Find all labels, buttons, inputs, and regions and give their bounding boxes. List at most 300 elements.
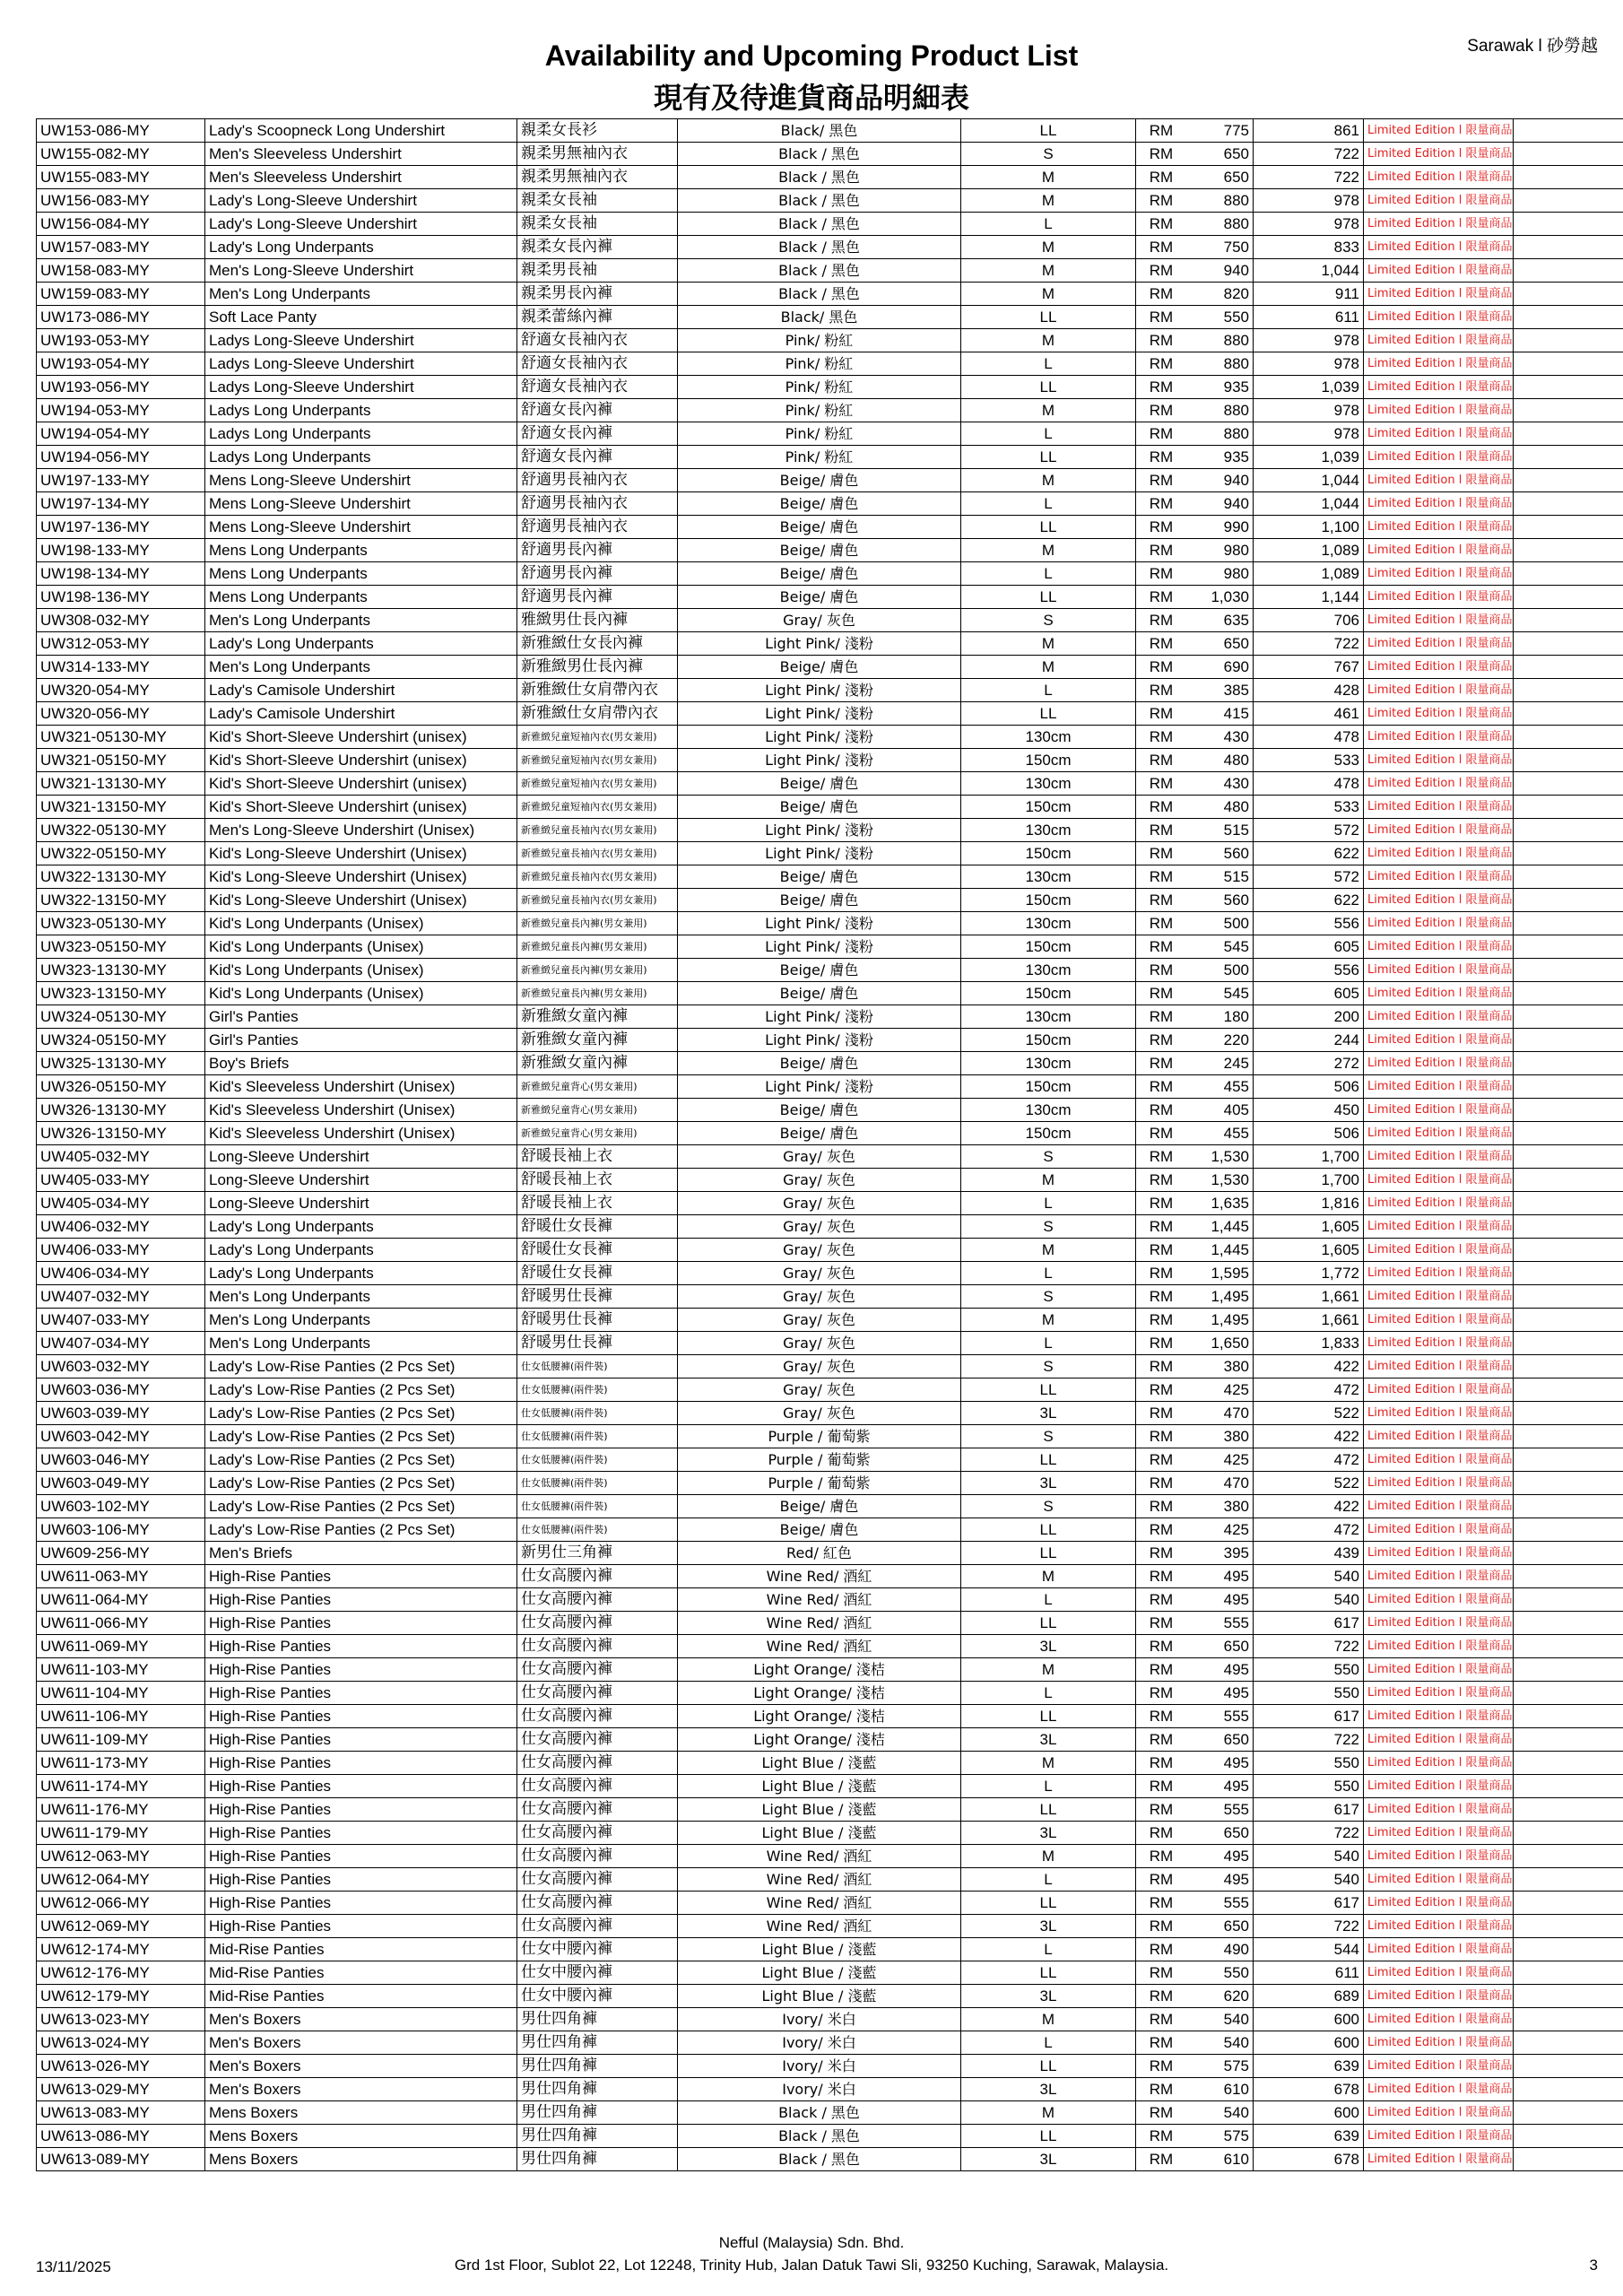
member-price: 880	[1186, 189, 1254, 213]
product-name-zh: 新雅緻兒童短袖內衣(男女兼用)	[517, 726, 678, 749]
product-size: LL	[961, 1542, 1136, 1565]
product-code: UW324-05150-MY	[37, 1029, 205, 1052]
product-code: UW407-034-MY	[37, 1332, 205, 1355]
table-row	[37, 609, 1623, 632]
table-row	[37, 492, 1623, 516]
product-color: Beige/ 膚色	[678, 1495, 961, 1518]
region-label: Sarawak l 砂勞越	[1467, 37, 1598, 56]
product-name-en: Men's Boxers	[205, 2055, 517, 2078]
product-code: UW611-109-MY	[37, 1728, 205, 1752]
table-row	[37, 1682, 1623, 1705]
currency: RM	[1136, 1285, 1187, 1309]
product-color: Gray/ 灰色	[678, 1285, 961, 1309]
empty-cell	[1514, 1355, 1623, 1378]
currency: RM	[1136, 772, 1187, 796]
product-code: UW613-024-MY	[37, 2031, 205, 2055]
currency: RM	[1136, 982, 1187, 1005]
member-price: 1,495	[1186, 1309, 1254, 1332]
member-price: 775	[1186, 119, 1254, 143]
product-color: Gray/ 灰色	[678, 1378, 961, 1402]
product-name-zh: 雅緻男仕長內褲	[517, 609, 678, 632]
member-price: 495	[1186, 1845, 1254, 1868]
currency: RM	[1136, 819, 1187, 842]
empty-cell	[1514, 1122, 1623, 1145]
status-label: Limited Edition l 限量商品	[1364, 259, 1514, 283]
table-row	[37, 2078, 1623, 2101]
product-name-zh: 仕女高腰內褲	[517, 1892, 678, 1915]
product-name-en: Long-Sleeve Undershirt	[205, 1169, 517, 1192]
status-label: Limited Edition l 限量商品	[1364, 446, 1514, 469]
product-size: 150cm	[961, 749, 1136, 772]
status-label: Limited Edition l 限量商品	[1364, 1215, 1514, 1239]
product-code: UW612-174-MY	[37, 1938, 205, 1961]
empty-cell	[1514, 1495, 1623, 1518]
table-row	[37, 1495, 1623, 1518]
status-label: Limited Edition l 限量商品	[1364, 539, 1514, 562]
product-name-en: Men's Briefs	[205, 1542, 517, 1565]
empty-cell	[1514, 1961, 1623, 1985]
product-code: UW611-174-MY	[37, 1775, 205, 1798]
retail-price: 611	[1254, 306, 1364, 329]
status-label: Limited Edition l 限量商品	[1364, 1822, 1514, 1845]
retail-price: 978	[1254, 399, 1364, 422]
table-row	[37, 749, 1623, 772]
product-code: UW323-05150-MY	[37, 935, 205, 959]
product-color: Black / 黑色	[678, 143, 961, 166]
empty-cell	[1514, 1332, 1623, 1355]
product-code: UW323-13150-MY	[37, 982, 205, 1005]
product-color: Ivory/ 米白	[678, 2055, 961, 2078]
table-row	[37, 1775, 1623, 1798]
product-code: UW405-032-MY	[37, 1145, 205, 1169]
retail-price: 1,605	[1254, 1239, 1364, 1262]
product-name-zh: 仕女高腰內褲	[517, 1868, 678, 1892]
product-color: Pink/ 粉紅	[678, 422, 961, 446]
retail-price: 1,661	[1254, 1309, 1364, 1332]
status-label: Limited Edition l 限量商品	[1364, 1892, 1514, 1915]
product-name-zh: 親柔女長衫	[517, 119, 678, 143]
status-label: Limited Edition l 限量商品	[1364, 1145, 1514, 1169]
product-color: Light Pink/ 淺粉	[678, 912, 961, 935]
table-row	[37, 1868, 1623, 1892]
product-name-zh: 新雅緻女童內褲	[517, 1005, 678, 1029]
product-size: LL	[961, 702, 1136, 726]
product-size: M	[961, 656, 1136, 679]
member-price: 490	[1186, 1938, 1254, 1961]
table-row	[37, 283, 1623, 306]
retail-price: 678	[1254, 2078, 1364, 2101]
product-name-zh: 舒暖仕女長褲	[517, 1262, 678, 1285]
table-row	[37, 1472, 1623, 1495]
product-color: Wine Red/ 酒紅	[678, 1915, 961, 1938]
status-label: Limited Edition l 限量商品	[1364, 1915, 1514, 1938]
currency: RM	[1136, 1938, 1187, 1961]
product-code: UW323-05130-MY	[37, 912, 205, 935]
product-color: Wine Red/ 酒紅	[678, 1892, 961, 1915]
member-price: 940	[1186, 259, 1254, 283]
member-price: 425	[1186, 1448, 1254, 1472]
product-size: 3L	[961, 1985, 1136, 2008]
status-label: Limited Edition l 限量商品	[1364, 935, 1514, 959]
currency: RM	[1136, 865, 1187, 889]
product-size: M	[961, 1845, 1136, 1868]
status-label: Limited Edition l 限量商品	[1364, 1495, 1514, 1518]
product-code: UW407-032-MY	[37, 1285, 205, 1309]
table-row	[37, 912, 1623, 935]
product-size: M	[961, 259, 1136, 283]
currency: RM	[1136, 1425, 1187, 1448]
member-price: 550	[1186, 306, 1254, 329]
product-size: 3L	[961, 2148, 1136, 2171]
product-code: UW193-056-MY	[37, 376, 205, 399]
product-size: LL	[961, 1518, 1136, 1542]
empty-cell	[1514, 842, 1623, 865]
product-size: L	[961, 1262, 1136, 1285]
status-label: Limited Edition l 限量商品	[1364, 1938, 1514, 1961]
status-label: Limited Edition l 限量商品	[1364, 679, 1514, 702]
status-label: Limited Edition l 限量商品	[1364, 2078, 1514, 2101]
table-row	[37, 1309, 1623, 1332]
currency: RM	[1136, 912, 1187, 935]
product-code: UW609-256-MY	[37, 1542, 205, 1565]
product-size: S	[961, 1215, 1136, 1239]
currency: RM	[1136, 283, 1187, 306]
product-color: Pink/ 粉紅	[678, 399, 961, 422]
product-name-en: Mens Boxers	[205, 2148, 517, 2171]
product-name-zh: 仕女低腰褲(兩件裝)	[517, 1448, 678, 1472]
product-color: Pink/ 粉紅	[678, 329, 961, 352]
product-color: Beige/ 膚色	[678, 656, 961, 679]
status-label: Limited Edition l 限量商品	[1364, 352, 1514, 376]
product-size: M	[961, 632, 1136, 656]
retail-price: 1,044	[1254, 259, 1364, 283]
product-name-en: Mens Boxers	[205, 2125, 517, 2148]
product-code: UW611-064-MY	[37, 1588, 205, 1612]
product-name-en: Lady's Low-Rise Panties (2 Pcs Set)	[205, 1448, 517, 1472]
product-name-zh: 仕女高腰內褲	[517, 1588, 678, 1612]
status-label: Limited Edition l 限量商品	[1364, 1425, 1514, 1448]
product-size: 3L	[961, 1822, 1136, 1845]
member-price: 500	[1186, 959, 1254, 982]
product-code: UW603-036-MY	[37, 1378, 205, 1402]
product-size: LL	[961, 446, 1136, 469]
product-name-zh: 舒暖男仕長褲	[517, 1332, 678, 1355]
currency: RM	[1136, 422, 1187, 446]
product-code: UW322-13150-MY	[37, 889, 205, 912]
member-price: 880	[1186, 399, 1254, 422]
product-name-en: Mid-Rise Panties	[205, 1938, 517, 1961]
currency: RM	[1136, 749, 1187, 772]
member-price: 415	[1186, 702, 1254, 726]
product-name-en: Kid's Short-Sleeve Undershirt (unisex)	[205, 796, 517, 819]
status-label: Limited Edition l 限量商品	[1364, 2008, 1514, 2031]
table-row	[37, 1518, 1623, 1542]
retail-price: 1,605	[1254, 1215, 1364, 1239]
product-size: LL	[961, 1448, 1136, 1472]
member-price: 495	[1186, 1868, 1254, 1892]
retail-price: 600	[1254, 2031, 1364, 2055]
product-name-en: Kid's Short-Sleeve Undershirt (unisex)	[205, 726, 517, 749]
empty-cell	[1514, 1775, 1623, 1798]
table-row	[37, 422, 1623, 446]
status-label: Limited Edition l 限量商品	[1364, 2101, 1514, 2125]
product-color: Beige/ 膚色	[678, 562, 961, 586]
product-name-zh: 仕女低腰褲(兩件裝)	[517, 1495, 678, 1518]
product-code: UW603-102-MY	[37, 1495, 205, 1518]
product-name-en: Lady's Camisole Undershirt	[205, 702, 517, 726]
empty-cell	[1514, 329, 1623, 352]
product-code: UW603-106-MY	[37, 1518, 205, 1542]
empty-cell	[1514, 702, 1623, 726]
product-size: M	[961, 2101, 1136, 2125]
member-price: 555	[1186, 1705, 1254, 1728]
product-name-en: Mens Long-Sleeve Undershirt	[205, 492, 517, 516]
retail-price: 506	[1254, 1122, 1364, 1145]
table-row	[37, 189, 1623, 213]
product-name-zh: 仕女低腰褲(兩件裝)	[517, 1518, 678, 1542]
currency: RM	[1136, 352, 1187, 376]
empty-cell	[1514, 1915, 1623, 1938]
product-name-zh: 舒適男長袖內衣	[517, 516, 678, 539]
empty-cell	[1514, 1518, 1623, 1542]
empty-cell	[1514, 283, 1623, 306]
product-name-en: Men's Long Underpants	[205, 609, 517, 632]
product-color: Light Pink/ 淺粉	[678, 819, 961, 842]
product-size: M	[961, 236, 1136, 259]
status-label: Limited Edition l 限量商品	[1364, 1752, 1514, 1775]
product-name-zh: 仕女中腰內褲	[517, 1961, 678, 1985]
product-size: M	[961, 283, 1136, 306]
table-row	[37, 2101, 1623, 2125]
empty-cell	[1514, 1868, 1623, 1892]
table-row	[37, 842, 1623, 865]
product-name-zh: 仕女低腰褲(兩件裝)	[517, 1425, 678, 1448]
empty-cell	[1514, 399, 1623, 422]
retail-price: 617	[1254, 1798, 1364, 1822]
product-size: 3L	[961, 1728, 1136, 1752]
product-code: UW612-063-MY	[37, 1845, 205, 1868]
product-name-en: Ladys Long Underpants	[205, 446, 517, 469]
retail-price: 533	[1254, 796, 1364, 819]
currency: RM	[1136, 959, 1187, 982]
product-name-en: High-Rise Panties	[205, 1775, 517, 1798]
product-size: M	[961, 1565, 1136, 1588]
product-name-zh: 新雅緻仕女肩帶內衣	[517, 679, 678, 702]
retail-price: 622	[1254, 889, 1364, 912]
retail-price: 1,044	[1254, 492, 1364, 516]
empty-cell	[1514, 1052, 1623, 1075]
retail-price: 689	[1254, 1985, 1364, 2008]
product-name-en: High-Rise Panties	[205, 1752, 517, 1775]
member-price: 380	[1186, 1425, 1254, 1448]
table-row	[37, 702, 1623, 726]
table-row	[37, 1985, 1623, 2008]
table-row	[37, 213, 1623, 236]
retail-price: 1,089	[1254, 539, 1364, 562]
product-name-zh: 仕女高腰內褲	[517, 1915, 678, 1938]
product-name-zh: 仕女高腰內褲	[517, 1682, 678, 1705]
product-size: LL	[961, 1612, 1136, 1635]
product-size: 130cm	[961, 819, 1136, 842]
product-color: Beige/ 膚色	[678, 796, 961, 819]
status-label: Limited Edition l 限量商品	[1364, 1052, 1514, 1075]
status-label: Limited Edition l 限量商品	[1364, 1122, 1514, 1145]
product-code: UW321-05130-MY	[37, 726, 205, 749]
currency: RM	[1136, 842, 1187, 865]
table-row	[37, 586, 1623, 609]
status-label: Limited Edition l 限量商品	[1364, 1565, 1514, 1588]
product-color: Light Pink/ 淺粉	[678, 749, 961, 772]
retail-price: 550	[1254, 1658, 1364, 1682]
status-label: Limited Edition l 限量商品	[1364, 796, 1514, 819]
currency: RM	[1136, 1798, 1187, 1822]
retail-price: 978	[1254, 213, 1364, 236]
product-code: UW198-133-MY	[37, 539, 205, 562]
member-price: 650	[1186, 1728, 1254, 1752]
status-label: Limited Edition l 限量商品	[1364, 982, 1514, 1005]
product-color: Gray/ 灰色	[678, 1332, 961, 1355]
product-name-zh: 舒適女長內褲	[517, 399, 678, 422]
product-name-zh: 仕女中腰內褲	[517, 1938, 678, 1961]
empty-cell	[1514, 1075, 1623, 1099]
product-code: UW326-05150-MY	[37, 1075, 205, 1099]
currency: RM	[1136, 1775, 1187, 1798]
currency: RM	[1136, 306, 1187, 329]
product-name-en: Men's Boxers	[205, 2078, 517, 2101]
footer-company: Nefful (Malaysia) Sdn. Bhd.	[718, 2234, 905, 2251]
product-name-en: Men's Long-Sleeve Undershirt	[205, 259, 517, 283]
product-name-en: Lady's Low-Rise Panties (2 Pcs Set)	[205, 1518, 517, 1542]
empty-cell	[1514, 1705, 1623, 1728]
product-name-en: Girl's Panties	[205, 1005, 517, 1029]
product-name-zh: 舒適男長袖內衣	[517, 492, 678, 516]
product-name-en: Kid's Sleeveless Undershirt (Unisex)	[205, 1122, 517, 1145]
empty-cell	[1514, 1588, 1623, 1612]
product-color: Wine Red/ 酒紅	[678, 1868, 961, 1892]
product-name-en: Mid-Rise Panties	[205, 1985, 517, 2008]
retail-price: 722	[1254, 166, 1364, 189]
table-row	[37, 1239, 1623, 1262]
product-color: Gray/ 灰色	[678, 1239, 961, 1262]
empty-cell	[1514, 912, 1623, 935]
member-price: 610	[1186, 2078, 1254, 2101]
empty-cell	[1514, 1448, 1623, 1472]
product-size: 3L	[961, 2078, 1136, 2101]
product-color: Beige/ 膚色	[678, 539, 961, 562]
status-label: Limited Edition l 限量商品	[1364, 376, 1514, 399]
empty-cell	[1514, 1472, 1623, 1495]
status-label: Limited Edition l 限量商品	[1364, 1075, 1514, 1099]
retail-price: 1,144	[1254, 586, 1364, 609]
product-code: UW323-13130-MY	[37, 959, 205, 982]
currency: RM	[1136, 1518, 1187, 1542]
product-color: Beige/ 膚色	[678, 982, 961, 1005]
currency: RM	[1136, 586, 1187, 609]
table-row	[37, 1285, 1623, 1309]
retail-price: 617	[1254, 1705, 1364, 1728]
product-code: UW153-086-MY	[37, 119, 205, 143]
status-label: Limited Edition l 限量商品	[1364, 1005, 1514, 1029]
empty-cell	[1514, 1985, 1623, 2008]
empty-cell	[1514, 679, 1623, 702]
product-code: UW612-064-MY	[37, 1868, 205, 1892]
table-row	[37, 2031, 1623, 2055]
empty-cell	[1514, 1099, 1623, 1122]
product-name-en: High-Rise Panties	[205, 1892, 517, 1915]
table-row	[37, 1845, 1623, 1868]
retail-price: 639	[1254, 2125, 1364, 2148]
product-size: S	[961, 1285, 1136, 1309]
member-price: 650	[1186, 143, 1254, 166]
member-price: 935	[1186, 376, 1254, 399]
empty-cell	[1514, 1892, 1623, 1915]
product-name-zh: 仕女高腰內褲	[517, 1612, 678, 1635]
retail-price: 861	[1254, 119, 1364, 143]
retail-price: 1,700	[1254, 1169, 1364, 1192]
member-price: 980	[1186, 539, 1254, 562]
member-price: 575	[1186, 2125, 1254, 2148]
product-color: Black/ 黑色	[678, 119, 961, 143]
product-size: 130cm	[961, 1052, 1136, 1075]
table-row	[37, 656, 1623, 679]
product-name-en: Lady's Low-Rise Panties (2 Pcs Set)	[205, 1355, 517, 1378]
product-size: L	[961, 492, 1136, 516]
retail-price: 617	[1254, 1892, 1364, 1915]
retail-price: 472	[1254, 1518, 1364, 1542]
product-code: UW326-13150-MY	[37, 1122, 205, 1145]
currency: RM	[1136, 656, 1187, 679]
currency: RM	[1136, 679, 1187, 702]
retail-price: 1,772	[1254, 1262, 1364, 1285]
product-name-en: Lady's Long Underpants	[205, 236, 517, 259]
product-code: UW198-136-MY	[37, 586, 205, 609]
member-price: 495	[1186, 1565, 1254, 1588]
status-label: Limited Edition l 限量商品	[1364, 1682, 1514, 1705]
product-color: Gray/ 灰色	[678, 1262, 961, 1285]
status-label: Limited Edition l 限量商品	[1364, 1658, 1514, 1682]
currency: RM	[1136, 632, 1187, 656]
product-code: UW611-063-MY	[37, 1565, 205, 1588]
retail-price: 605	[1254, 935, 1364, 959]
product-size: L	[961, 1775, 1136, 1798]
product-color: Ivory/ 米白	[678, 2078, 961, 2101]
table-row	[37, 1332, 1623, 1355]
retail-price: 428	[1254, 679, 1364, 702]
status-label: Limited Edition l 限量商品	[1364, 819, 1514, 842]
retail-price: 678	[1254, 2148, 1364, 2171]
product-name-en: Lady's Low-Rise Panties (2 Pcs Set)	[205, 1495, 517, 1518]
product-color: Light Orange/ 淺桔	[678, 1658, 961, 1682]
table-row	[37, 1938, 1623, 1961]
product-color: Beige/ 膚色	[678, 1122, 961, 1145]
retail-price: 978	[1254, 422, 1364, 446]
member-price: 495	[1186, 1682, 1254, 1705]
product-name-en: Kid's Long-Sleeve Undershirt (Unisex)	[205, 865, 517, 889]
product-code: UW322-05150-MY	[37, 842, 205, 865]
product-code: UW155-082-MY	[37, 143, 205, 166]
product-name-en: Ladys Long-Sleeve Undershirt	[205, 352, 517, 376]
product-name-zh: 舒暖男仕長褲	[517, 1285, 678, 1309]
product-name-zh: 仕女高腰內褲	[517, 1752, 678, 1775]
product-name-zh: 仕女高腰內褲	[517, 1728, 678, 1752]
empty-cell	[1514, 819, 1623, 842]
table-row	[37, 889, 1623, 912]
product-name-en: High-Rise Panties	[205, 1728, 517, 1752]
retail-price: 622	[1254, 842, 1364, 865]
member-price: 180	[1186, 1005, 1254, 1029]
product-name-en: Ladys Long Underpants	[205, 399, 517, 422]
status-label: Limited Edition l 限量商品	[1364, 1192, 1514, 1215]
